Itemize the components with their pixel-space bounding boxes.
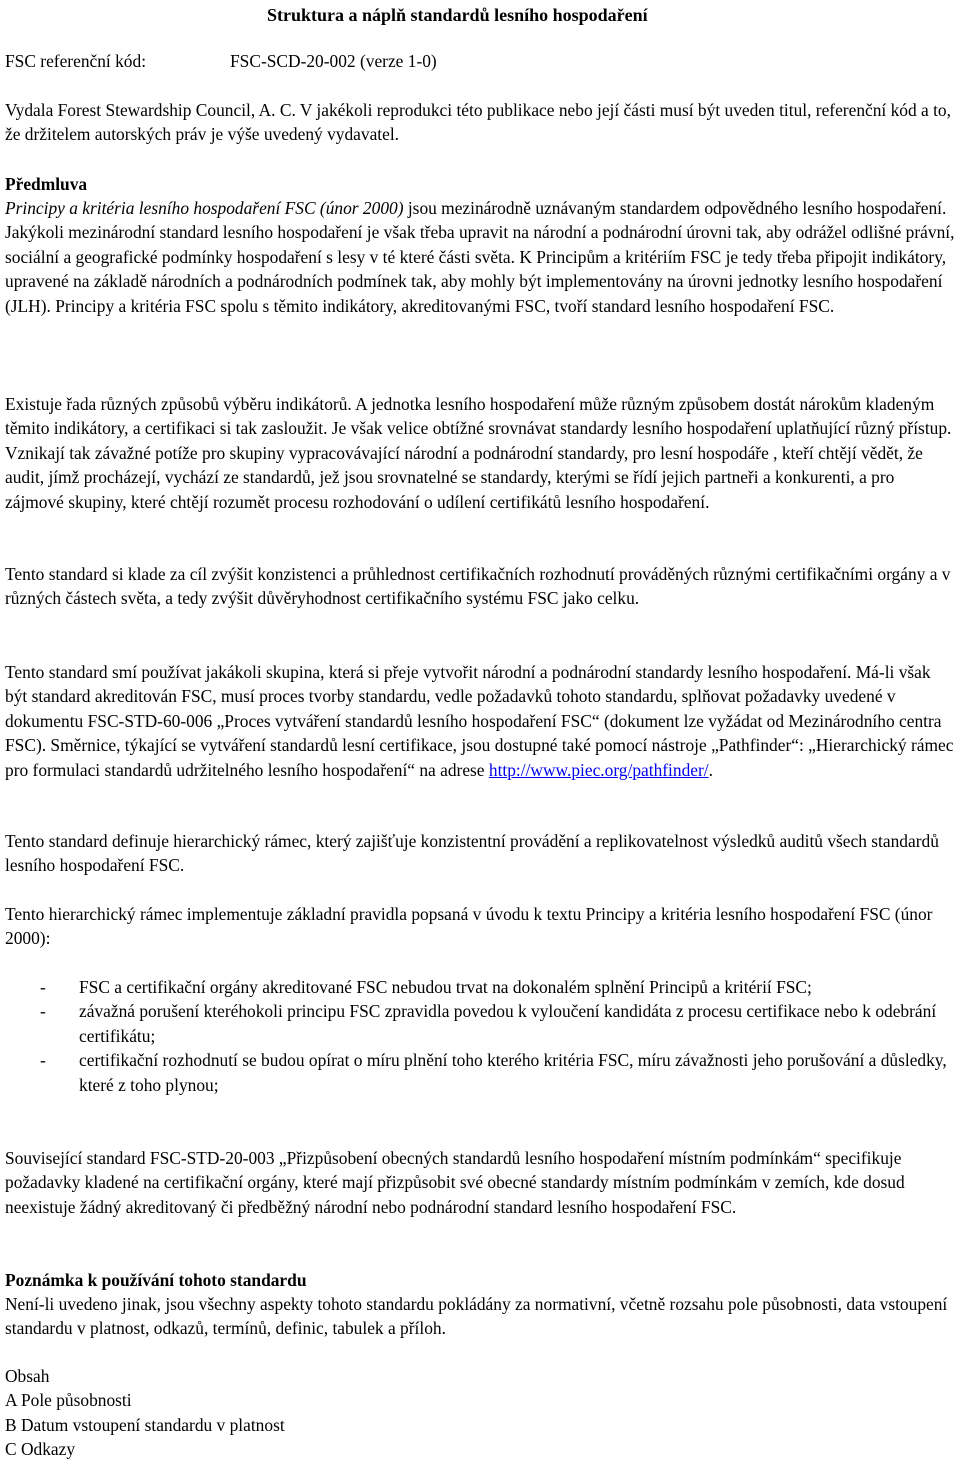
list-marker: -	[40, 1050, 46, 1071]
preface-paragraph-4-text: Tento standard smí používat jakákoli skupina, která si přeje vytvořit národní a podnárodní standardy lesního hospodaření. Má-li však být standard akreditován FSC, musí proces tvorby standardu, vedle požadavků tohoto standardu, splňovat požadavky uvedené v dokumentu FSC-STD-60-006 „Proces vytváření standardů lesního hospodaření FSC“ (dokument lze vyžádat od Mezinárodního centra FSC). Směrnice, týkající se vytváření standardů lesní certifikace, jsou dostupné také pomocí nástroje „Pathfinder“: „Hierarchický rámec pro formulaci standardů udržitelného lesního hospodaření“ na adrese	[5, 662, 954, 780]
list-item-text: certifikační rozhodnutí se budou opírat o míru plnění toho kterého kritéria FSC, míru závažnosti jeho porušování a důsledky, které z toho plynou;	[79, 1050, 947, 1095]
pathfinder-link[interactable]: http://www.piec.org/pathfinder/	[488, 759, 709, 780]
preface-paragraph-6: Tento hierarchický rámec implementuje základní pravidla popsaná v úvodu k textu Principy a kritéria lesního hospodaření FSC (únor 2000):	[5, 904, 933, 949]
reference-code-row	[5, 49, 437, 73]
toc-item-scope[interactable]: A Pole působnosti	[5, 1390, 132, 1411]
list-item-text: závažná porušení kteréhokoli principu FSC zpravidla povedou k vyloučení kandidáta z procesu certifikace nebo k odebrání certifikátu;	[79, 1001, 937, 1046]
note-heading: Poznámka k používání tohoto standardu	[5, 1270, 307, 1290]
preface-paragraph-1	[5, 196, 957, 318]
note-text: Není-li uvedeno jinak, jsou všechny aspekty tohoto standardu pokládány za normativní, včetně rozsahu pole působnosti, data vstoupení standardu v platnost, odkazů, termínů, definic, tabulek a příloh.	[5, 1294, 948, 1339]
rules-list	[5, 975, 957, 1097]
document-title: Struktura a náplň standardů lesního hospodaření	[267, 5, 648, 25]
list-item	[5, 1048, 957, 1097]
table-of-contents	[5, 1364, 605, 1462]
preface-paragraph-1-text: jsou mezinárodně uznávaným standardem odpovědného lesního hospodaření. Jakýkoli mezinárodní standard lesního hospodaření je však třeba upravit na národní a podnárodní úrovni tak, aby odrážel odlišné právní, sociální a geografické podmínky hospodaření s lesy v té které části světa. K Principům a kritériím FSC je tedy třeba připojit indikátory, upravené na základě národních a podnárodních podmínek tak, aby mohly být implementovány na úrovni jednotky lesního hospodaření (JLH). Principy a kritéria FSC spolu s těmito indikátory, akreditovanými FSC, tvoří standard lesního hospodaření FSC.	[5, 198, 955, 316]
list-item	[5, 999, 957, 1048]
preface-paragraph-4-end: .	[708, 759, 713, 780]
preface-paragraph-7: Související standard FSC-STD-20-003 „Přizpůsobení obecných standardů lesního hospodaření místním podmínkám“ specifikuje požadavky kladené na certifikační orgány, které mají přizpůsobit své obecné standardy místním podmínkám v zemích, kde dosud neexistuje žádný akreditovaný či předběžný národní nebo podnárodní standard lesního hospodaření FSC.	[5, 1148, 905, 1217]
principles-criteria-title: Principy a kritéria lesního hospodaření FSC (únor 2000)	[5, 198, 404, 218]
toc-heading: Obsah	[5, 1366, 50, 1386]
preface-paragraph-2: Existuje řada různých způsobů výběru indikátorů. A jednotka lesního hospodaření může různým způsobem dostát nárokům kladeným těmito indikátory, a certifikaci si tak zasloužit. Je však velice obtížné srovnávat standardy lesního hospodaření uplatňující různý přístup. Vznikají tak závažné potíže pro skupiny vypracovávající národní a podnárodní standardy, pro lesní hospodáře , kteří chtějí vědět, že audit, jímž procházejí, vychází ze standardů, jež jsou srovnatelné se standardy, kterými se řídí jejich partneři a konkurenti, a pro zájmové skupiny, které chtějí rozumět procesu rozhodování o udílení certifikátů lesního hospodaření.	[5, 394, 952, 512]
reference-code-label: FSC referenční kód:	[5, 51, 147, 71]
toc-item-references[interactable]: C Odkazy	[5, 1439, 76, 1460]
toc-item-effective-date[interactable]: B Datum vstoupení standardu v platnost	[5, 1414, 285, 1435]
reference-code-value: FSC-SCD-20-002 (verze 1-0)	[230, 51, 437, 71]
preface-heading: Předmluva	[5, 174, 88, 194]
list-marker: -	[40, 977, 46, 997]
preface-paragraph-4	[5, 660, 957, 782]
list-item-text: FSC a certifikační orgány akreditované FSC nebudou trvat na dokonalém splnění Principů a kritérií FSC;	[79, 977, 812, 997]
preface-paragraph-5: Tento standard definuje hierarchický rámec, který zajišťuje konzistentní provádění a replikovatelnost výsledků auditů všech standardů lesního hospodaření FSC.	[5, 831, 939, 876]
publisher-note: Vydala Forest Stewardship Council, A. C. V jakékoli reprodukci této publikace nebo její části musí být uveden titul, referenční kód a to, že držitelem autorských práv je výše uvedený vydavatel.	[5, 100, 951, 145]
list-marker: -	[40, 1001, 46, 1022]
list-item	[5, 975, 957, 999]
preface-paragraph-3: Tento standard si klade za cíl zvýšit konzistenci a průhlednost certifikačních rozhodnutí prováděných různými certifikačními orgány a v různých částech světa, a tedy zvýšit důvěryhodnost certifikačního systému FSC jako celku.	[5, 564, 951, 609]
